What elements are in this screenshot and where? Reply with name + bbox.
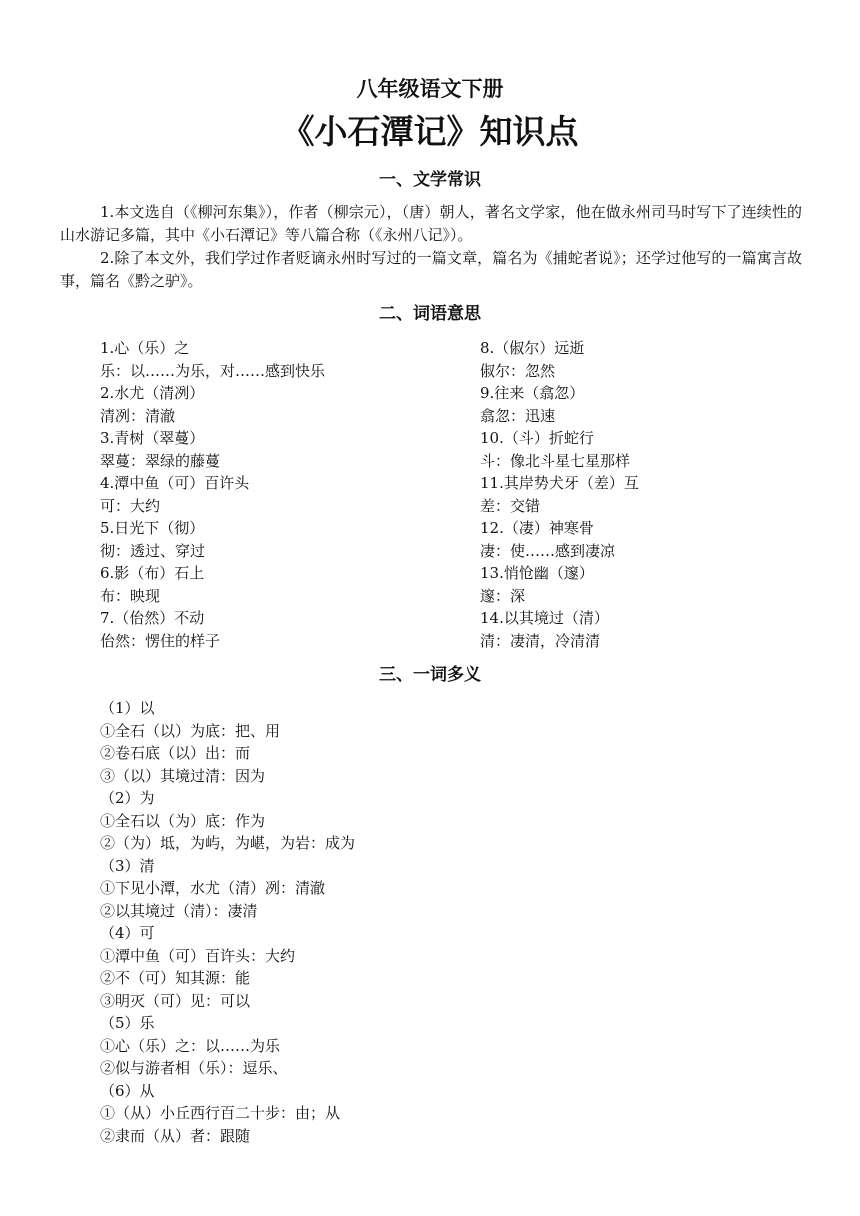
grade-heading: 八年级语文下册 <box>356 77 504 101</box>
polysemy-line: ②似与游者相（乐）：逗乐、 <box>100 1059 288 1077</box>
vocab-line: 彻：透过、穿过 <box>100 541 206 560</box>
vocab-line: 10.（斗）折蛇行 <box>480 429 594 447</box>
vocab-line: 7.（佁然）不动 <box>100 609 205 627</box>
polysemy-line: ②隶而（从）者：跟随 <box>100 1126 251 1145</box>
section-heading-vocabulary: 二、词语意思 <box>379 304 481 324</box>
vocab-line: 凄：使……感到凄凉 <box>480 541 616 560</box>
vocab-line: 清：凄清，冷清清 <box>480 631 601 650</box>
vocab-line: 清冽：清澈 <box>100 406 176 425</box>
polysemy-line: ①全石（以）为底：把、用 <box>100 721 281 740</box>
vocab-line: 13.悄怆幽（邃） <box>480 564 594 582</box>
vocab-line: 布：映现 <box>100 586 161 605</box>
vocab-line: 8.（俶尔）远逝 <box>480 339 585 357</box>
vocab-line: 斗：像北斗星七星那样 <box>480 451 631 470</box>
vocab-line: 2.水尤（清冽） <box>100 384 205 402</box>
vocab-line: 差：交错 <box>480 496 541 515</box>
polysemy-line: ③明灭（可）见：可以 <box>100 991 251 1010</box>
vocab-line: 14.以其境过（清） <box>480 609 609 627</box>
vocab-line: 邃：深 <box>480 586 526 605</box>
polysemy-line: ②不（可）知其源：能 <box>100 969 251 987</box>
polysemy-line: （4）可 <box>100 924 155 942</box>
vocab-line: 俶尔：忽然 <box>480 361 556 380</box>
section-heading-polysemy: 三、一词多义 <box>379 665 481 685</box>
polysemy-line: （6）从 <box>100 1081 155 1100</box>
polysemy-line: ①潭中鱼（可）百许头：大约 <box>100 946 296 965</box>
polysemy-line: ①心（乐）之：以……为乐 <box>100 1036 281 1055</box>
vocab-line: 11.其岸势犬牙（差）互 <box>480 474 639 492</box>
vocab-line: 6.影（布）石上 <box>100 564 205 582</box>
vocab-line: 4.潭中鱼（可）百许头 <box>100 474 250 492</box>
polysemy-line: ①下见小潭，水尤（清）冽：清澈 <box>100 879 326 897</box>
vocab-line: 可：大约 <box>100 496 161 515</box>
polysemy-line: ①（从）小丘西行百二十步：由；从 <box>100 1104 341 1122</box>
polysemy-line: ③（以）其境过清：因为 <box>100 766 266 785</box>
vocab-line: 翕忽：迅速 <box>480 406 556 425</box>
vocabulary-left-column <box>100 337 325 652</box>
vocab-line: 乐：以……为乐，对……感到快乐 <box>100 361 326 380</box>
polysemy-line: （5）乐 <box>100 1014 155 1032</box>
polysemy-line: ②（为）坻，为屿，为嵁，为岩：成为 <box>100 834 356 852</box>
polysemy-line: （1）以 <box>100 699 155 717</box>
document-title: 《小石潭记》知识点 <box>281 112 579 151</box>
vocab-line: 1.心（乐）之 <box>100 339 190 357</box>
paragraph-2: 2.除了本文外，我们学过作者贬谪永州时写过的一篇文章，篇名为《捕蛇者说》；还学过他写的一篇寓言故事，篇名《黔之驴》。 <box>60 249 802 290</box>
vocab-line: 佁然：愣住的样子 <box>100 631 221 650</box>
section-heading-literary: 一、文学常识 <box>379 170 481 190</box>
vocab-line: 翠蔓：翠绿的藤蔓 <box>100 451 221 470</box>
paragraph-1: 1.本文选自（《柳河东集》），作者（柳宗元），（唐）朝人，著名文学家，他在做永州司马时写下了连续性的山水游记多篇，其中《小石潭记》等八篇合称（《永州八记》）。 <box>60 203 802 244</box>
vocab-line: 3.青树（翠蔓） <box>100 429 205 447</box>
polysemy-line: ①全石以（为）底：作为 <box>100 811 266 830</box>
vocab-line: 9.往来（翕忽） <box>480 384 585 402</box>
polysemy-line: ②以其境过（清）：凄清 <box>100 901 258 920</box>
polysemy-line: （2）为 <box>100 789 155 807</box>
vocab-line: 12.（凄）神寒骨 <box>480 519 594 537</box>
vocab-line: 5.日光下（彻） <box>100 519 205 537</box>
polysemy-line: （3）清 <box>100 856 155 875</box>
polysemy-line: ②卷石底（以）出：而 <box>100 744 251 762</box>
vocabulary-right-column <box>480 337 639 652</box>
polysemy-list <box>100 697 355 1147</box>
